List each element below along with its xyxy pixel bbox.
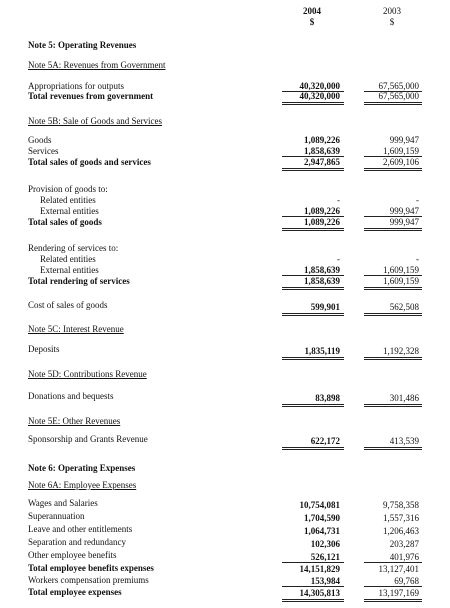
row-label: Workers compensation premiums (28, 575, 149, 585)
value-2004: 102,306 (310, 539, 340, 549)
total-2003: 13,197,169 (378, 588, 419, 598)
row-label: Superannuation (28, 511, 85, 521)
value-2003: 1,609,159 (383, 146, 419, 156)
value-2004: 526,121 (310, 552, 340, 562)
note5a-title: Note 5A: Revenues from Government (28, 60, 166, 70)
row-label: Related entities (40, 195, 96, 205)
currency-2003: $ (389, 17, 395, 27)
value-2003: 9,758,358 (383, 500, 419, 510)
row-label: Leave and other entitlements (28, 524, 133, 534)
note6a-title: Note 6A: Employee Expenses (28, 480, 137, 490)
value-2004: - (337, 195, 340, 205)
note5e-title: Note 5E: Other Revenues (28, 416, 121, 426)
double-rule (282, 447, 344, 450)
double-rule (282, 168, 344, 171)
double-rule (364, 447, 422, 450)
double-rule (282, 599, 344, 602)
value-2003: 301,486 (389, 393, 419, 403)
value-2003: 1,206,463 (383, 526, 419, 536)
double-rule (364, 228, 422, 231)
total-2003: 13,127,401 (378, 564, 419, 574)
note6-title: Note 6: Operating Expenses (28, 463, 136, 473)
value-2004: - (337, 254, 340, 264)
double-rule (282, 287, 344, 290)
value-2003: 1,557,316 (383, 513, 419, 523)
total-label: Total employee benefits expenses (28, 563, 154, 573)
double-rule (364, 357, 422, 360)
subtotal-rule (282, 586, 344, 587)
subtotal-rule (282, 562, 344, 563)
double-rule (364, 168, 422, 171)
double-rule (282, 404, 344, 407)
col-header-2003: 2003 (383, 6, 401, 16)
value-2003: - (416, 195, 419, 205)
value-2004: 1,858,639 (304, 146, 340, 156)
value-2003: 413,539 (389, 436, 419, 446)
total-label: Total employee expenses (28, 587, 122, 597)
value-2003: - (416, 254, 419, 264)
double-rule (282, 228, 344, 231)
value-2004: 83,898 (315, 393, 340, 403)
row-label: Donations and bequests (28, 391, 114, 401)
total-label: Total rendering of services (28, 276, 130, 286)
value-2004: 1,704,590 (304, 513, 340, 523)
note5d-title: Note 5D: Contributions Revenue (28, 369, 147, 379)
note5c-title: Note 5C: Interest Revenue (28, 324, 124, 334)
cost-of-sales-label: Cost of sales of goods (28, 300, 108, 310)
cost-of-sales-2003: 562,508 (389, 302, 419, 312)
value-2004: 1,858,639 (304, 265, 340, 275)
provision-heading: Provision of goods to: (28, 184, 108, 194)
value-2003: 401,976 (389, 552, 419, 562)
value-2003: 69,768 (394, 576, 419, 586)
value-2004: 153,984 (310, 576, 340, 586)
value-2004: 1,064,731 (304, 526, 340, 536)
total-2004: 14,305,813 (299, 588, 340, 598)
row-label: Deposits (28, 344, 60, 354)
value-2003: 999,947 (389, 135, 419, 145)
total-2004: 1,089,226 (304, 217, 340, 227)
total-2004: 2,947,865 (304, 157, 340, 167)
double-rule (282, 357, 344, 360)
value-2003: 203,287 (389, 539, 419, 549)
total-2003: 1,609,159 (383, 276, 419, 286)
double-rule (364, 313, 422, 316)
value-2004: 10,754,081 (299, 500, 340, 510)
row-label: Wages and Salaries (28, 498, 98, 508)
value-2004: 40,320,000 (299, 81, 340, 91)
total-2004: 40,320,000 (299, 91, 340, 101)
double-rule (282, 313, 344, 316)
row-label: Services (28, 146, 59, 156)
row-label: External entities (40, 265, 99, 275)
row-label: Related entities (40, 254, 96, 264)
total-2003: 999,947 (389, 217, 419, 227)
row-label: Separation and redundancy (28, 537, 126, 547)
value-2003: 1,192,328 (383, 346, 419, 356)
value-2004: 1,089,226 (304, 206, 340, 216)
note5-title: Note 5: Operating Revenues (28, 40, 137, 50)
total-2003: 67,565,000 (378, 91, 419, 101)
row-label: Other employee benefits (28, 550, 117, 560)
subtotal-rule (364, 562, 422, 563)
value-2004: 1,089,226 (304, 135, 340, 145)
currency-2004: $ (309, 17, 315, 27)
double-rule (364, 287, 422, 290)
double-rule (282, 102, 344, 105)
col-header-2004: 2004 (303, 6, 321, 16)
value-2003: 1,609,159 (383, 265, 419, 275)
value-2004: 622,172 (310, 436, 340, 446)
total-2004: 14,151,829 (299, 564, 340, 574)
value-2003: 999,947 (389, 206, 419, 216)
total-label: Total sales of goods (28, 217, 102, 227)
row-label: External entities (40, 206, 99, 216)
cost-of-sales-2004: 599,901 (310, 302, 340, 312)
double-rule (364, 404, 422, 407)
total-label: Total revenues from government (28, 91, 154, 101)
total-label: Total sales of goods and services (28, 157, 151, 167)
value-2003: 67,565,000 (378, 81, 419, 91)
total-2003: 2,609,106 (383, 157, 419, 167)
row-label: Goods (28, 135, 52, 145)
total-2004: 1,858,639 (304, 276, 340, 286)
rendering-heading: Rendering of services to: (28, 243, 119, 253)
row-label: Sponsorship and Grants Revenue (28, 434, 148, 444)
value-2004: 1,835,119 (304, 346, 340, 356)
note5b-title: Note 5B: Sale of Goods and Services (28, 116, 162, 126)
double-rule (364, 599, 422, 602)
double-rule (364, 102, 422, 105)
subtotal-rule (364, 586, 422, 587)
row-label: Appropriations for outputs (28, 81, 124, 91)
